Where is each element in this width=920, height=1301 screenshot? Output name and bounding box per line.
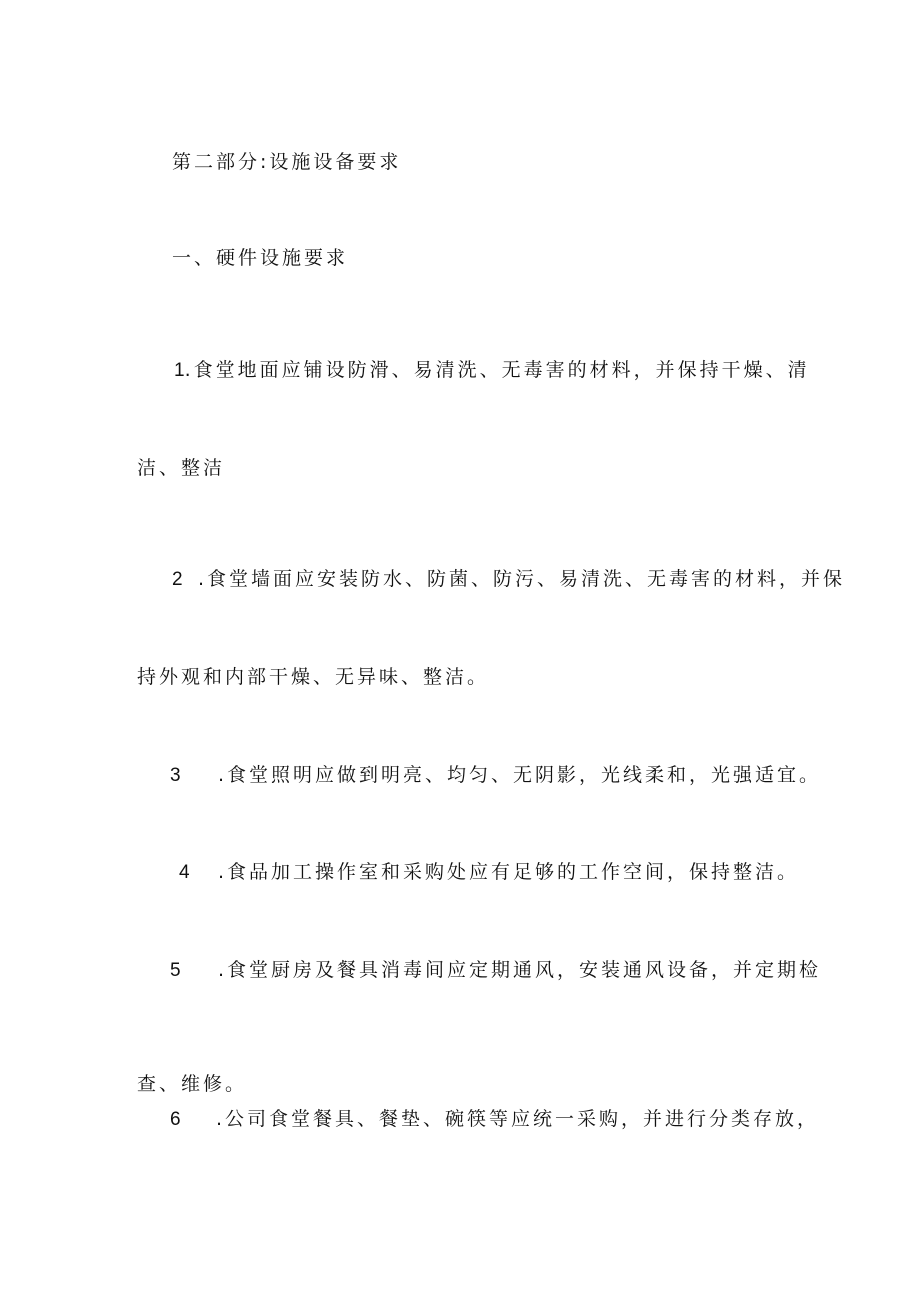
item-4-number: 4 — [179, 862, 190, 883]
item-3-number: 3 — [170, 765, 181, 786]
item-3-first-line — [170, 763, 821, 788]
item-4-text: .食品加工操作室和采购处应有足够的工作空间，保持整洁。 — [218, 861, 800, 883]
item-1-number: 1 — [174, 360, 185, 381]
part-title: 第二部分:设施设备要求 — [172, 151, 402, 173]
item-5-number: 5 — [170, 960, 181, 981]
item-1-continuation: 洁、整洁 — [137, 457, 226, 479]
item-1-first-line — [174, 358, 810, 383]
item-6-first-line — [170, 1107, 819, 1132]
item-6-number: 6 — [170, 1109, 181, 1130]
item-2-continuation: 持外观和内部干燥、无异味、整洁。 — [137, 666, 490, 688]
item-6-text: .公司食堂餐具、餐垫、碗筷等应统一采购，并进行分类存放， — [216, 1108, 820, 1130]
item-5-first-line — [170, 958, 821, 983]
section-heading: 一、硬件设施要求 — [172, 247, 349, 269]
item-2-first-line — [172, 567, 845, 592]
item-5-continuation: 查、维修。 — [137, 1073, 248, 1095]
item-1-text: .食堂地面应铺设防滑、易清洗、无毒害的材料，并保持干燥、清 — [184, 359, 810, 381]
item-5-text: .食堂厨房及餐具消毒间应定期通风，安装通风设备，并定期检 — [218, 959, 822, 981]
item-3-text: .食堂照明应做到明亮、均匀、无阴影，光线柔和，光强适宜。 — [218, 764, 822, 786]
item-4-first-line — [179, 860, 799, 885]
item-2-text: .食堂墙面应安装防水、防菌、防污、易清洗、无毒害的材料，并保 — [198, 568, 846, 590]
item-2-number: 2 — [172, 569, 183, 590]
